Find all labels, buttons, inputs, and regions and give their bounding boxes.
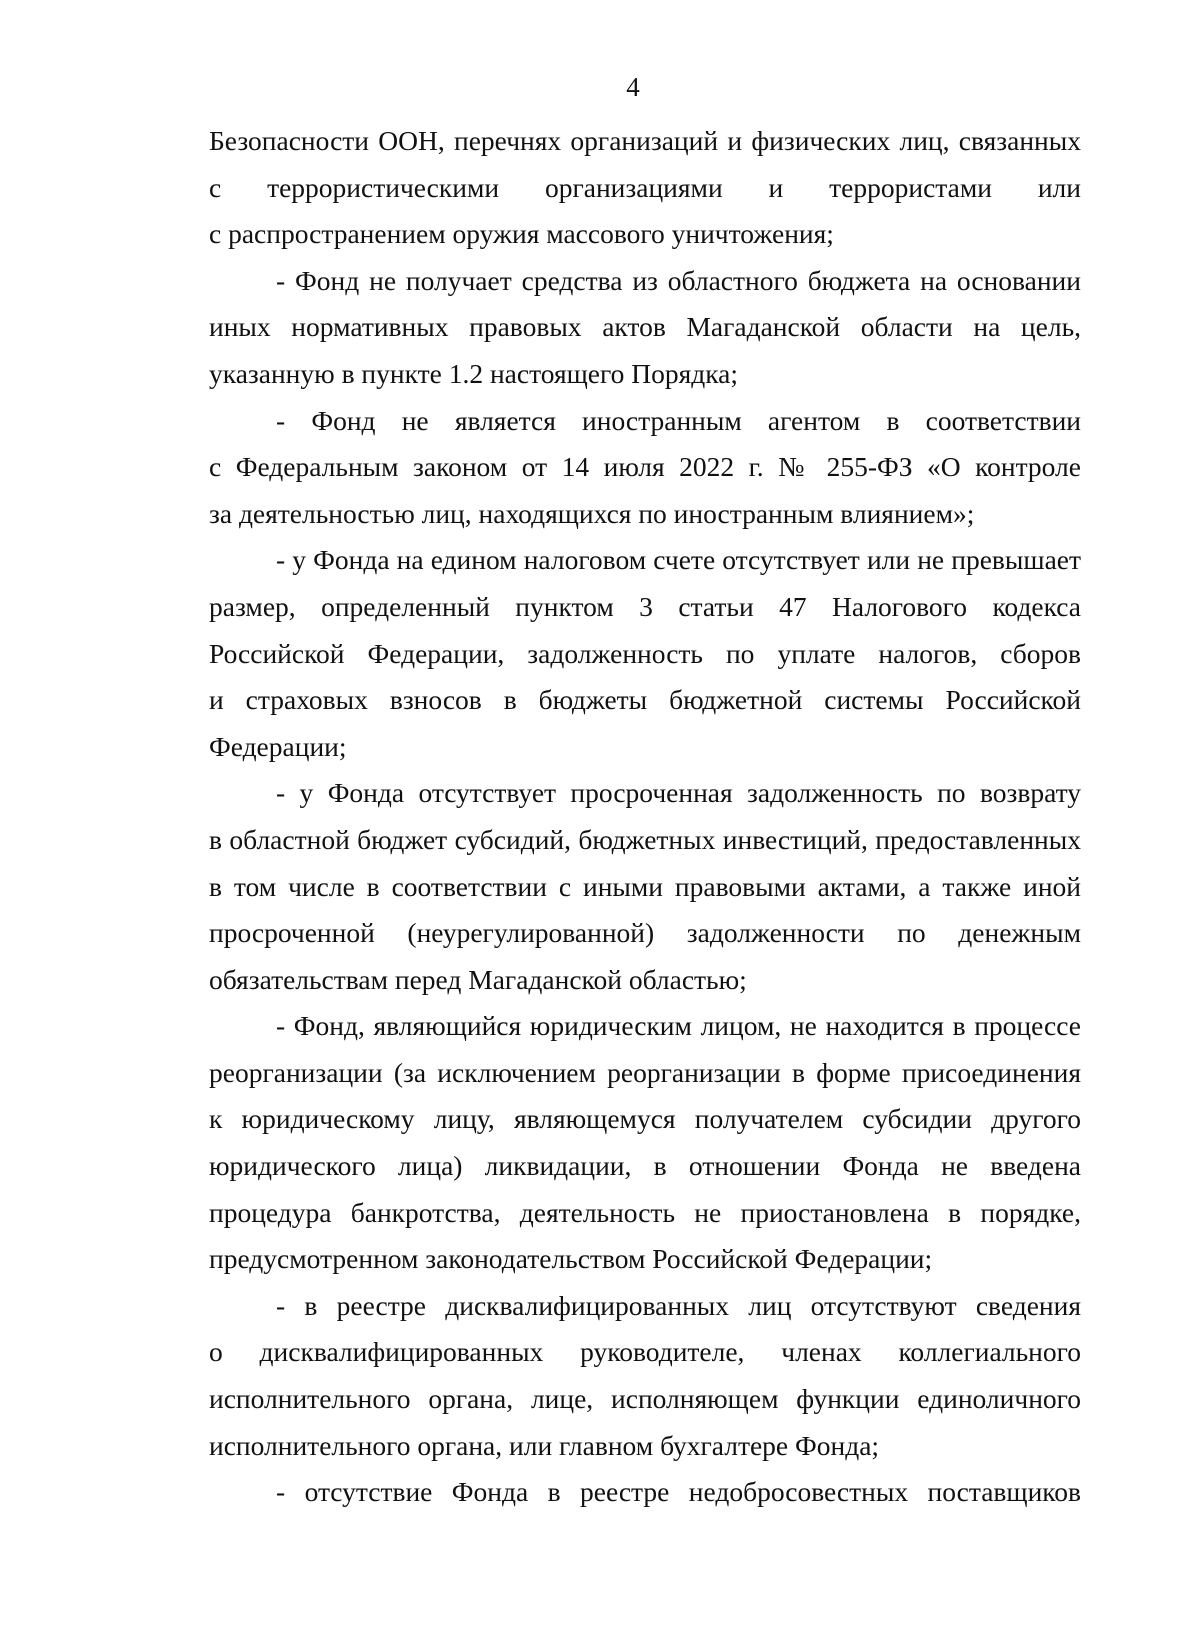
text-line: с террористическими организациями и террористами или (209, 171, 1081, 203)
text-line: к юридическому лицу, являющемуся получателем субсидии другого (209, 1103, 1081, 1135)
paragraph-disqualified-persons (209, 1283, 1081, 1469)
paragraph-sanctions-lists (209, 118, 1081, 258)
paragraph-not-foreign-agent (209, 398, 1081, 538)
text-line: Безопасности ООН, перечнях организаций и физических лиц, связанных (209, 125, 1081, 156)
text-line: - в реестре дисквалифицированных лиц отсутствуют сведения (276, 1289, 1081, 1321)
paragraph-tax-debt (209, 537, 1081, 770)
text-line: процедура банкротства, деятельность не приостановлена в порядке, (209, 1196, 1081, 1228)
text-line: указанную в пункте 1.2 настоящего Порядка; (209, 357, 739, 389)
text-line: иных нормативных правовых актов Магаданской области на цель, (209, 311, 1081, 343)
text-line: исполнительного органа, или главном бухгалтере Фонда; (209, 1429, 880, 1461)
paragraph-reorganization (209, 1003, 1081, 1283)
text-line: - у Фонда на едином налоговом счете отсутствует или не превышает (276, 544, 1081, 576)
text-line: реорганизации (за исключением реорганизации в форме присоединения (209, 1056, 1081, 1088)
text-line: в том числе в соответствии с иными правовыми актами, а также иной (209, 870, 1081, 902)
text-line: за деятельностью лиц, находящихся по иностранным влиянием»; (209, 497, 975, 529)
paragraph-no-regional-funds (209, 258, 1081, 398)
text-line: юридического лица) ликвидации, в отношении Фонда не введена (209, 1150, 1081, 1182)
paragraph-overdue-debt (209, 770, 1081, 1003)
text-line: о дисквалифицированных руководителе, членах коллегиального (209, 1336, 1081, 1368)
text-line: с Федеральным законом от 14 июля 2022 г. № 255-ФЗ «О контроле (209, 451, 1081, 483)
paragraph-unfair-suppliers (209, 1469, 1081, 1516)
text-line: с распространением оружия массового уничтожения; (209, 218, 834, 250)
page-number: 4 (626, 72, 640, 102)
text-line: просроченной (неурегулированной) задолженности по денежным (209, 917, 1081, 949)
text-line: - Фонд не получает средства из областного бюджета на основании (276, 264, 1081, 296)
text-line: размер, определенный пунктом 3 статьи 47 Налогового кодекса (209, 590, 1081, 622)
text-line: Федерации; (209, 730, 347, 762)
text-line: - у Фонда отсутствует просроченная задолженность по возврату (276, 777, 1081, 809)
text-line: обязательствам перед Магаданской областью; (209, 963, 747, 995)
text-line: в областной бюджет субсидий, бюджетных инвестиций, предоставленных (209, 823, 1081, 855)
text-line: Российской Федерации, задолженность по уплате налогов, сборов (209, 637, 1081, 669)
text-line: и страховых взносов в бюджеты бюджетной системы Российской (209, 684, 1081, 716)
text-line: - Фонд не является иностранным агентом в соответствии (276, 404, 1081, 436)
text-line: исполнительного органа, лице, исполняющем функции единоличного (209, 1383, 1081, 1415)
document-body (209, 118, 1081, 1516)
text-line: - отсутствие Фонда в реестре недобросовестных поставщиков (276, 1476, 1081, 1508)
text-line: предусмотренном законодательством Российской Федерации; (209, 1243, 933, 1275)
text-line: - Фонд, являющийся юридическим лицом, не находится в процессе (276, 1010, 1081, 1042)
